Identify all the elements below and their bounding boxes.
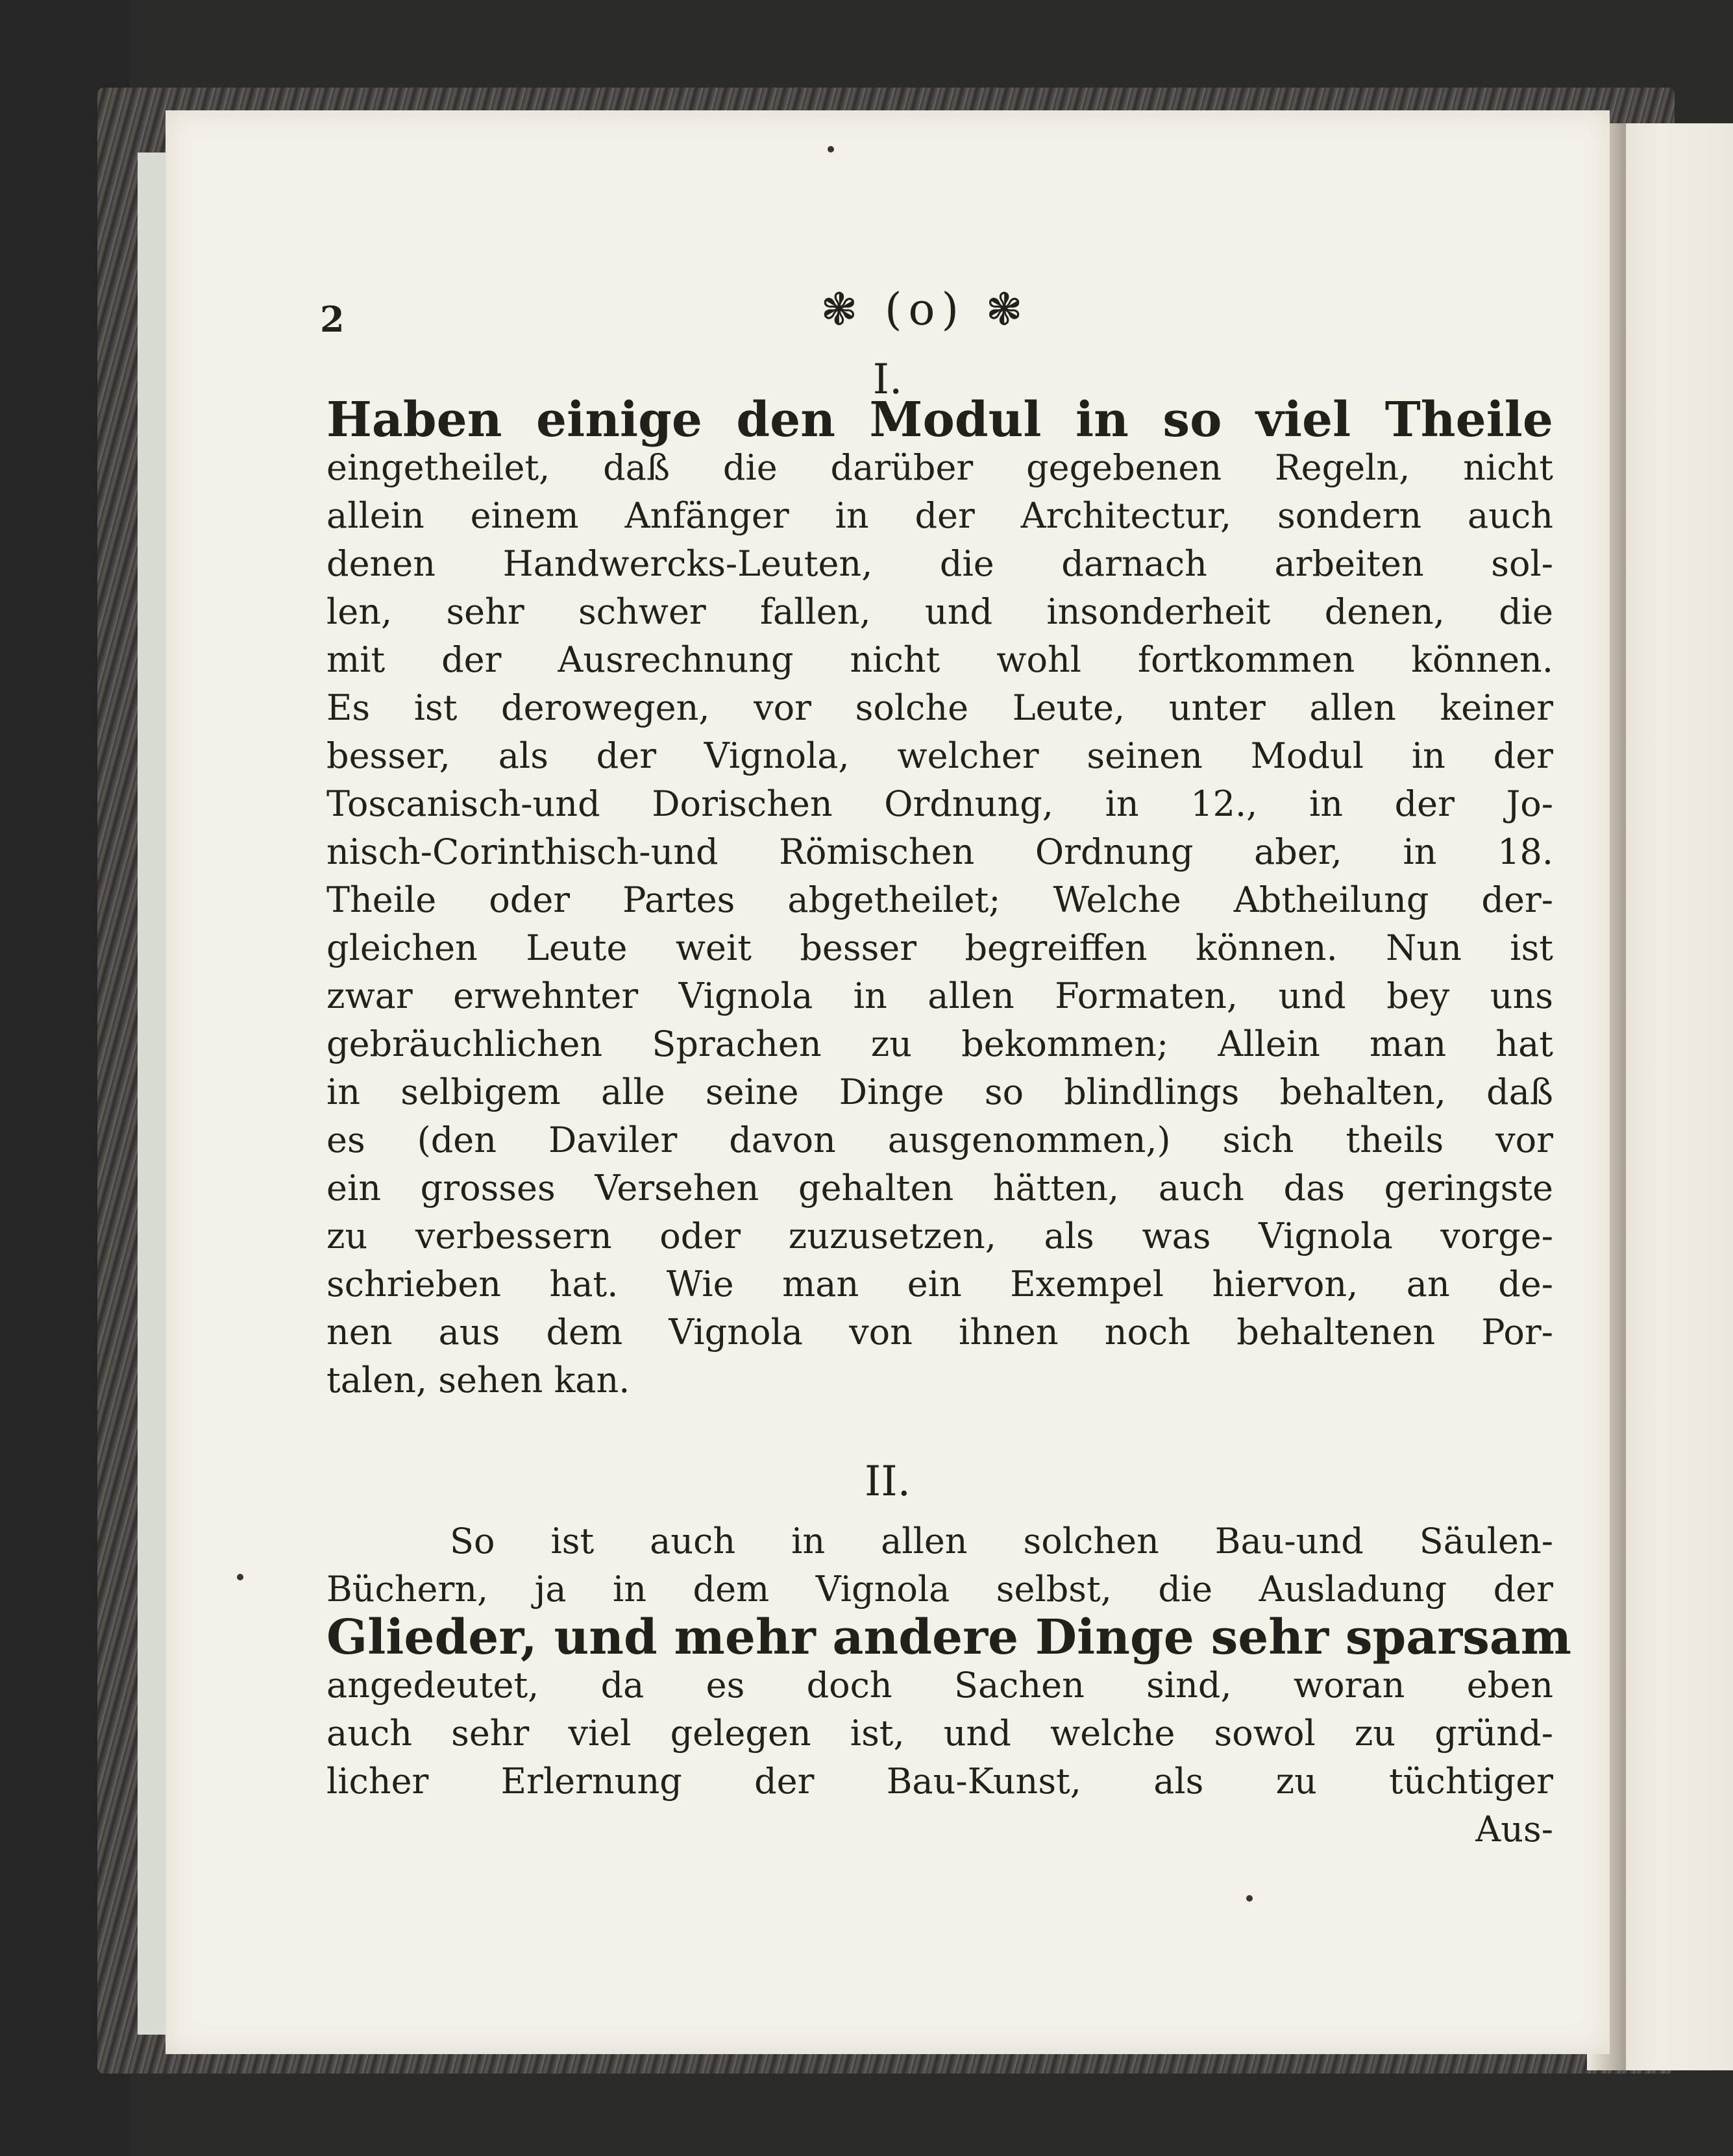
text-line: nisch-Corinthisch-und Römischen Ordnung aber, in 18. — [326, 831, 1553, 872]
catchword: Aus- — [1475, 1809, 1553, 1850]
text-line: denen Handwercks-Leuten, die darnach arbeiten sol- — [326, 543, 1553, 584]
text-line: schrieben hat. Wie man ein Exempel hiervon, an de- — [326, 1264, 1553, 1305]
text-line: mit der Ausrechnung nicht wohl fortkommen können. — [326, 639, 1553, 680]
text-line: Theile oder Partes abgetheilet; Welche Abtheilung der- — [326, 879, 1553, 920]
text-line: in selbigem alle seine Dinge so blindlings behalten, daß — [326, 1072, 1553, 1112]
text-line: angedeutet, da es doch Sachen sind, woran eben — [326, 1665, 1553, 1706]
text-line: Büchern, ja in dem Vignola selbst, die Ausladung der — [326, 1569, 1553, 1610]
text-line: Es ist derowegen, vor solche Leute, unter allen keiner — [326, 687, 1553, 728]
text-line: Haben einige den Modul in so viel Theile — [326, 392, 1553, 448]
text-line: So ist auch in allen solchen Bau-und Säulen- — [450, 1521, 1553, 1562]
facing-page-edge — [1610, 123, 1733, 2070]
text-line: Glieder, und mehr andere Dinge sehr sparsam — [326, 1610, 1572, 1665]
text-line: gebräuchlichen Sprachen zu bekommen; Allein man hat — [326, 1023, 1553, 1064]
ink-speck — [828, 146, 834, 153]
text-line: nen aus dem Vignola von ihnen noch behaltenen Por- — [326, 1312, 1553, 1353]
text-line: auch sehr viel gelegen ist, und welche sowol zu gründ- — [326, 1713, 1553, 1754]
text-line: zu verbessern oder zuzusetzen, als was Vignola vorge- — [326, 1216, 1553, 1256]
section-heading-2: II. — [865, 1458, 911, 1506]
text-line: ein grosses Versehen gehalten hätten, auch das geringste — [326, 1168, 1553, 1208]
text-line: talen, sehen kan. — [326, 1360, 630, 1401]
section-2-text — [326, 1517, 1572, 1854]
text-line: es (den Daviler davon ausgenommen,) sich theils vor — [326, 1120, 1553, 1160]
text-line: Toscanisch-und Dorischen Ordnung, in 12., in der Jo- — [326, 783, 1553, 824]
ink-speck — [237, 1574, 243, 1580]
page-number: 2 — [320, 299, 345, 340]
header-ornament: ❃ (o) ❃ — [820, 284, 1029, 336]
book-page — [166, 110, 1610, 2054]
text-line: eingetheilet, daß die darüber gegebenen Regeln, nicht — [326, 447, 1553, 488]
text-line: len, sehr schwer fallen, und insonderheit denen, die — [326, 591, 1553, 632]
section-1-text — [326, 392, 1553, 1404]
section-heading-1: I. — [872, 356, 903, 404]
text-line: gleichen Leute weit besser begreiffen können. Nun ist — [326, 927, 1553, 968]
text-line: licher Erlernung der Bau-Kunst, als zu tüchtiger — [326, 1761, 1553, 1802]
text-line: zwar erwehnter Vignola in allen Formaten, und bey uns — [326, 975, 1553, 1016]
ink-speck — [1246, 1895, 1253, 1902]
text-line: besser, als der Vignola, welcher seinen Modul in der — [326, 735, 1553, 776]
text-line: allein einem Anfänger in der Architectur, sondern auch — [326, 495, 1553, 536]
